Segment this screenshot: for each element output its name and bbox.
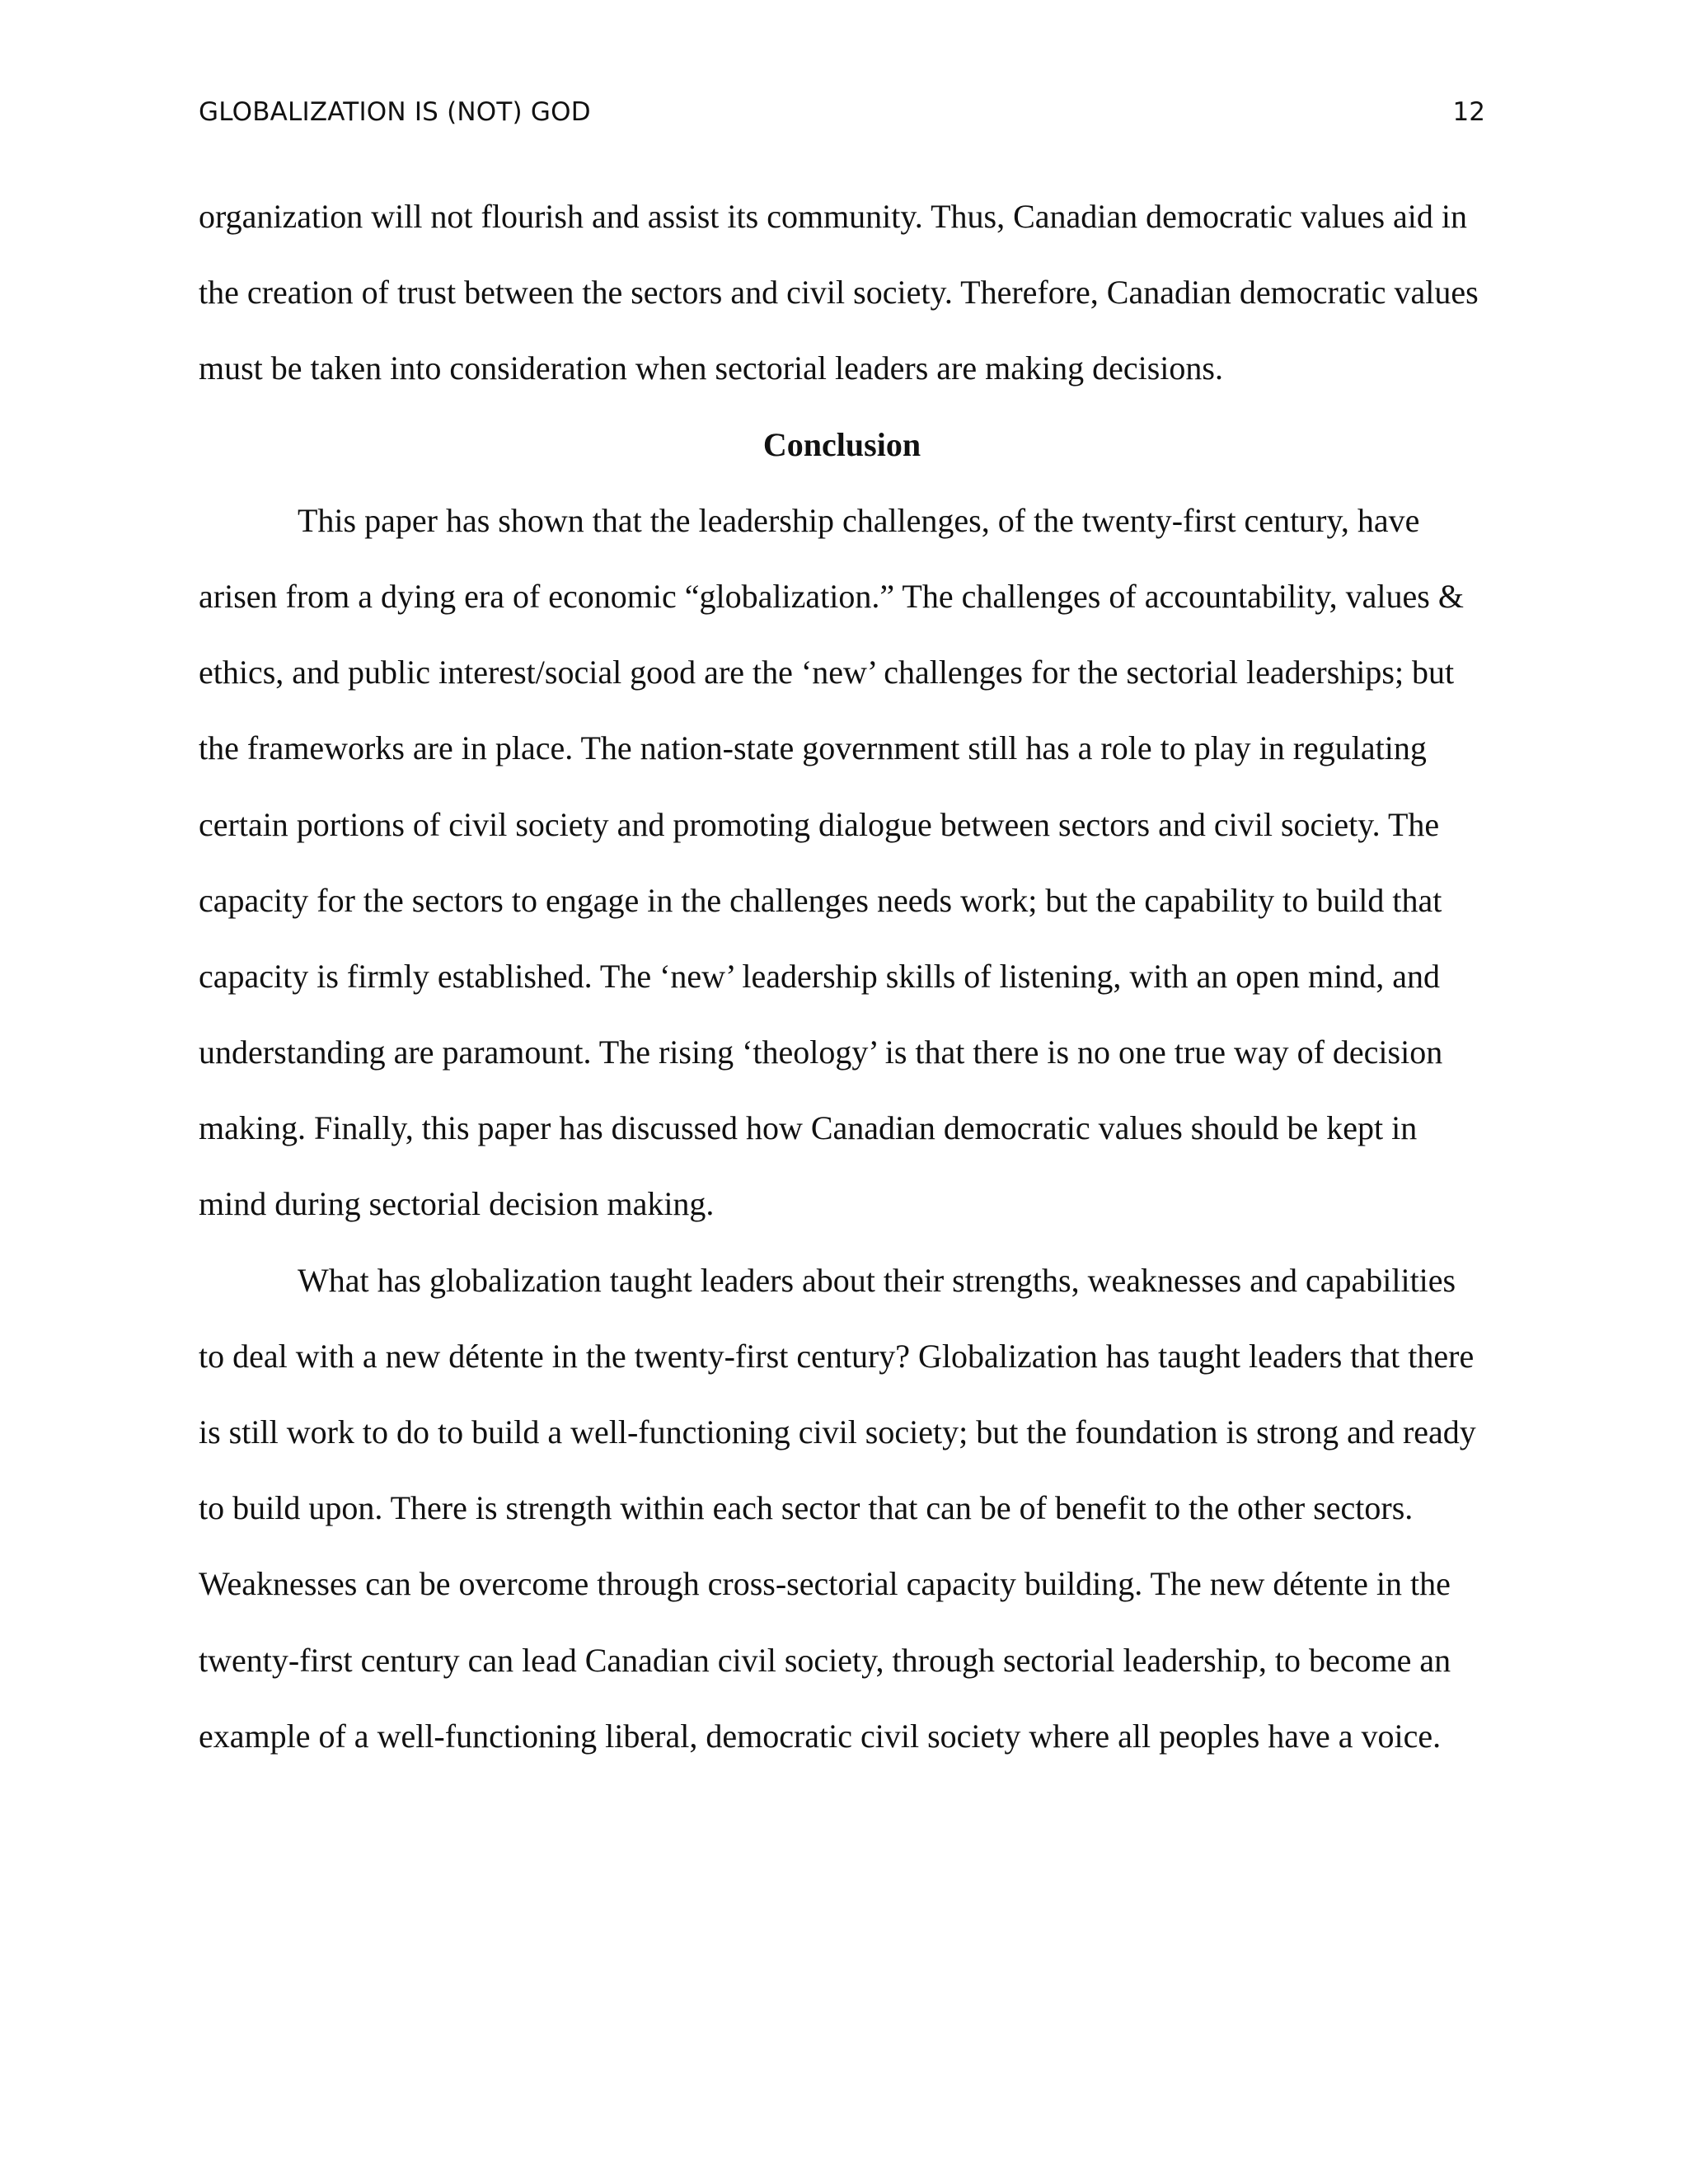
text-line: to deal with a new détente in the twenty-first century? Globalization has taught leaders that there [199, 1337, 1475, 1375]
text-line: mind during sectorial decision making. [199, 1185, 715, 1223]
text-line: to build upon. There is strength within each sector that can be of benefit to the other sectors. [199, 1489, 1414, 1527]
text-line: must be taken into consideration when sectorial leaders are making decisions. [199, 349, 1223, 387]
text-line: capacity for the sectors to engage in the challenges needs work; but the capability to build that [199, 881, 1442, 919]
text-line: the frameworks are in place. The nation-state government still has a role to play in regulating [199, 729, 1427, 767]
text-line: the creation of trust between the sectors and civil society. Therefore, Canadian democratic values [199, 274, 1479, 312]
text-line: ethics, and public interest/social good are the ‘new’ challenges for the sectorial leaderships; but [199, 654, 1455, 691]
page-number: 12 [1452, 97, 1485, 127]
section-heading: Conclusion [762, 425, 921, 463]
text-line: certain portions of civil society and promoting dialogue between sectors and civil society. The [199, 805, 1440, 843]
text-line: Weaknesses can be overcome through cross-sectorial capacity building. The new détente in the [199, 1565, 1451, 1603]
text-line: making. Finally, this paper has discussed how Canadian democratic values should be kept in [199, 1109, 1418, 1147]
text-line: twenty-first century can lead Canadian civil society, through sectorial leadership, to become an [199, 1641, 1451, 1679]
paragraph-first-line: This paper has shown that the leadership challenges, of the twenty-first century, have [298, 501, 1420, 539]
text-line: arisen from a dying era of economic “globalization.” The challenges of accountability, values & [199, 577, 1464, 615]
running-title: GLOBALIZATION IS (NOT) GOD [199, 97, 591, 127]
text-line: example of a well-functioning liberal, democratic civil society where all peoples have a voice. [199, 1717, 1442, 1755]
running-head [199, 97, 1485, 138]
text-line: is still work to do to build a well-functioning civil society; but the foundation is strong and ready [199, 1413, 1476, 1451]
text-line: understanding are paramount. The rising ‘theology’ is that there is no one true way of decision [199, 1033, 1443, 1071]
document-body [199, 191, 1485, 1787]
text-line: organization will not flourish and assist its community. Thus, Canadian democratic values aid in [199, 198, 1467, 235]
text-line: capacity is firmly established. The ‘new’ leadership skills of listening, with an open mind, and [199, 957, 1440, 995]
paragraph-first-line: What has globalization taught leaders about their strengths, weaknesses and capabilities [298, 1261, 1456, 1299]
